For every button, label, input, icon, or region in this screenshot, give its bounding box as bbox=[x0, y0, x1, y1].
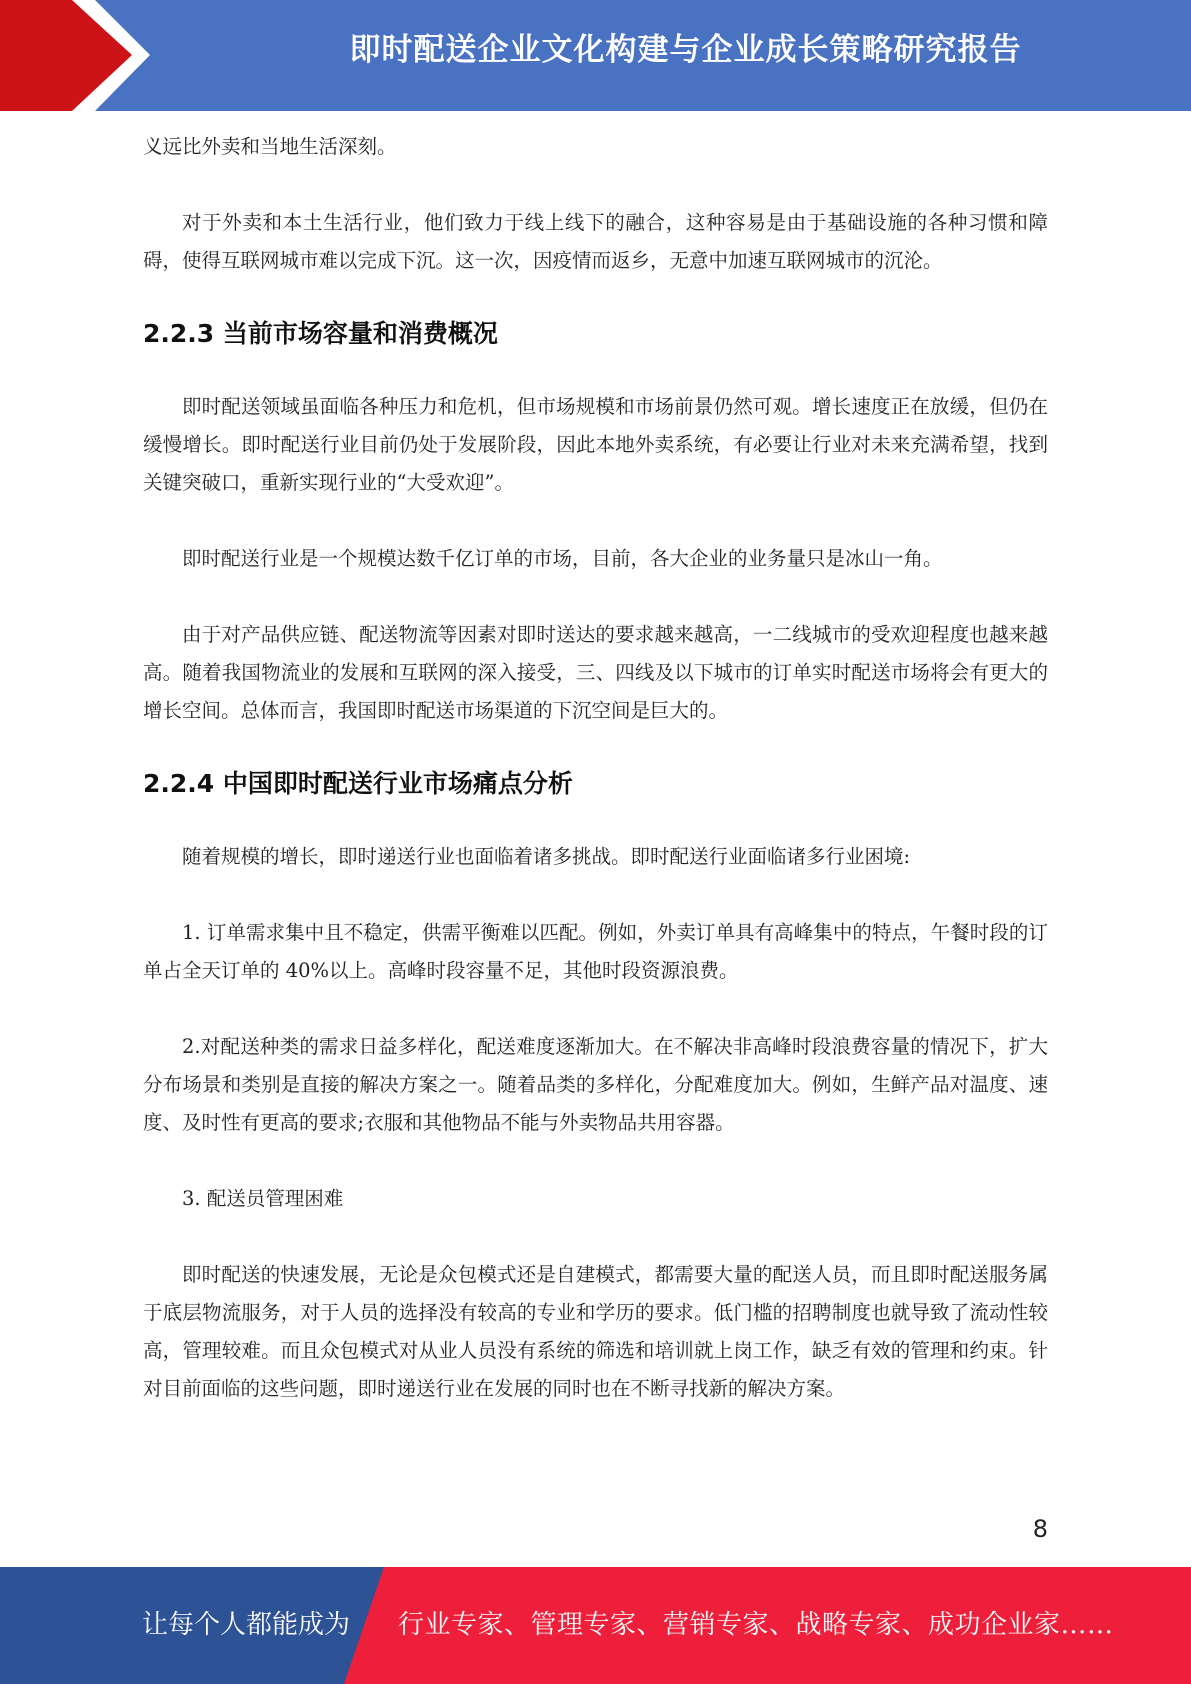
paragraph: 即时配送行业是一个规模达数千亿订单的市场，目前，各大企业的业务量只是冰山一角。 bbox=[182, 547, 943, 570]
section-heading: 2.2.3 当前市场容量和消费概况 bbox=[143, 319, 498, 348]
list-item-paragraph: 2.对配送种类的需求日益多样化，配送难度逐渐加大。在不解决非高峰时段浪费容量的情况下，扩大分布场景和类别是直接的解决方案之一。随着品类的多样化，分配难度加大。例如，生鲜产品对温度、速度、及时性有更高的要求;衣服和其他物品不能与外卖物品共用容器。 bbox=[143, 1035, 1048, 1134]
paragraph: 由于对产品供应链、配送物流等因素对即时送达的要求越来越高，一二线城市的受欢迎程度也越来越高。随着我国物流业的发展和互联网的深入接受，三、四线及以下城市的订单实时配送市场将会有更大的增长空间。总体而言，我国即时配送市场渠道的下沉空间是巨大的。 bbox=[143, 623, 1048, 722]
footer-slogan-left: 让每个人都能成为 bbox=[142, 1610, 351, 1640]
paragraph: 即时配送领域虽面临各种压力和危机，但市场规模和市场前景仍然可观。增长速度正在放缓，但仍在缓慢增长。即时配送行业目前仍处于发展阶段，因此本地外卖系统，有必要让行业对未来充满希望，找到关键突破口，重新实现行业的“大受欢迎”。 bbox=[143, 395, 1048, 494]
paragraph: 即时配送的快速发展，无论是众包模式还是自建模式，都需要大量的配送人员，而且即时配送服务属于底层物流服务，对于人员的选择没有较高的专业和学历的要求。低门槛的招聘制度也就导致了流动性较高，管理较难。而且众包模式对从业人员没有系统的筛选和培训就上岗工作，缺乏有效的管理和约束。针对目前面临的这些问题，即时递送行业在发展的同时也在不断寻找新的解决方案。 bbox=[143, 1263, 1048, 1400]
footer-slogan-right: 行业专家、管理专家、营销专家、战略专家、成功企业家…… bbox=[398, 1610, 1114, 1640]
document-title: 即时配送企业文化构建与企业成长策略研究报告 bbox=[349, 32, 1022, 68]
paragraph: 义远比外卖和当地生活深刻。 bbox=[143, 135, 397, 158]
page-header bbox=[0, 0, 1191, 111]
paragraph: 随着规模的增长，即时递送行业也面临着诸多挑战。即时配送行业面临诸多行业困境: bbox=[182, 845, 911, 868]
page-number: 8 bbox=[1032, 1515, 1048, 1543]
list-item-paragraph: 1. 订单需求集中且不稳定，供需平衡难以匹配。例如，外卖订单具有高峰集中的特点，午餐时段的订单占全天订单的 40%以上。高峰时段容量不足，其他时段资源浪费。 bbox=[143, 921, 1048, 982]
paragraph: 对于外卖和本土生活行业，他们致力于线上线下的融合，这种容易是由于基础设施的各种习惯和障碍，使得互联网城市难以完成下沉。这一次，因疫情而返乡，无意中加速互联网城市的沉沦。 bbox=[143, 211, 1048, 272]
list-item-paragraph: 3. 配送员管理困难 bbox=[182, 1187, 344, 1210]
document-body bbox=[143, 128, 1048, 1408]
page-footer bbox=[0, 1567, 1191, 1684]
section-heading: 2.2.4 中国即时配送行业市场痛点分析 bbox=[143, 769, 573, 798]
